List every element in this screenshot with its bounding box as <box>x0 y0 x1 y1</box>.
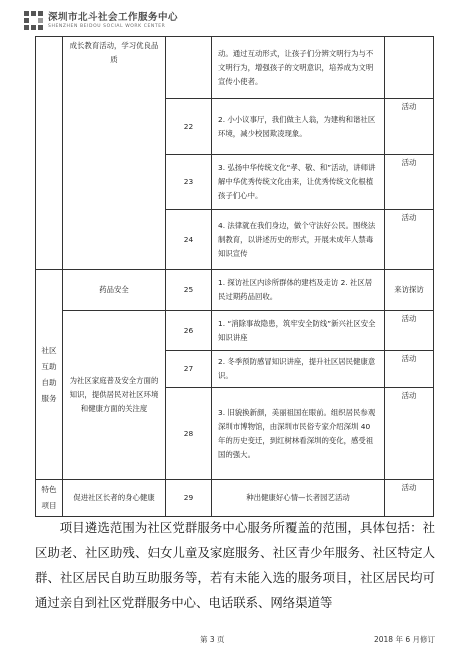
org-brand <box>48 13 178 29</box>
org-name-en: SHENZHEN BEIDOU SOCIAL WORK CENTER <box>48 23 166 29</box>
num-cell-empty <box>166 37 212 99</box>
content-cell: 1. 探访社区内诊所群体的建档及走访 2. 社区居民过期药品回收。 <box>212 270 385 311</box>
form-cell: 活动 <box>385 351 434 388</box>
content-cell: 种出健康好心情—长者园艺活动 <box>212 480 385 517</box>
goal-cell: 促进社区长者的身心健康 <box>63 480 166 517</box>
num-cell: 25 <box>166 270 212 311</box>
content-cell: 4. 法律就在我们身边，做个守法好公民。围绕法制教育，以讲述历史的形式，开展未成年人禁毒知识宣传 <box>212 210 385 270</box>
table-row <box>36 311 434 351</box>
goal-cell: 药品安全 <box>63 270 166 311</box>
service-table <box>35 36 434 517</box>
table-row <box>36 37 434 99</box>
content-cell: 2. 小小议事厅，我们做主人翁，为建构和谐社区环境，减少校园欺凌现象。 <box>212 99 385 155</box>
num-cell: 26 <box>166 311 212 351</box>
content-cell: 1. “消除事故隐患，筑牢安全防线”新兴社区安全知识讲座 <box>212 311 385 351</box>
category-cell-empty <box>36 37 63 270</box>
form-cell: 活动 <box>385 388 434 480</box>
form-cell: 活动 <box>385 311 434 351</box>
num-cell: 27 <box>166 351 212 388</box>
page-header <box>24 8 264 34</box>
category-cell: 社区 互助 自助 服务 <box>36 270 63 480</box>
form-cell: 活动 <box>385 480 434 517</box>
content-cell: 动。通过互动形式，让孩子们分辨文明行为与不文明行为，增强孩子的文明意识，培养成为文明宣传小使者。 <box>212 37 385 99</box>
form-cell: 活动 <box>385 155 434 210</box>
page-number: 第 3 页 <box>200 635 225 644</box>
num-cell: 28 <box>166 388 212 480</box>
goal-cell: 成长教育活动，学习优良品质 <box>63 37 166 270</box>
revision-date: 2018 年 6 月修订 <box>373 635 435 644</box>
org-name-cn: 深圳市北斗社会工作服务中心 <box>48 12 179 23</box>
org-logo-icon <box>24 11 44 31</box>
content-cell: 3. 弘扬中华传统文化“孝、敬、和”活动，讲师讲解中华优秀传统文化由来，让优秀传统文化根植孩子们心中。 <box>212 155 385 210</box>
num-cell: 24 <box>166 210 212 270</box>
paragraph-text: 项目遴选范围为社区党群服务中心服务所覆盖的范围，具体包括：社区助老、社区助残、妇女儿童及家庭服务、社区青少年服务、社区特定人群、社区居民自助互助服务等，若有未能入选的服务项目，社区居民均可通过亲自到社区党群服务中心、电话联系、网络渠道等 <box>35 520 435 610</box>
category-cell: 特色 项目 <box>36 480 63 517</box>
table-row <box>36 270 434 311</box>
table-row <box>36 480 434 517</box>
body-paragraph <box>35 515 435 615</box>
num-cell: 23 <box>166 155 212 210</box>
goal-cell: 为社区家庭普及安全方面的知识，提供居民对社区环境和健康方面的关注度 <box>63 311 166 480</box>
form-cell: 来访探访 <box>385 270 434 311</box>
content-cell: 2. 冬季预防感冒知识讲座，提升社区居民健康意识。 <box>212 351 385 388</box>
form-cell: 活动 <box>385 210 434 270</box>
num-cell: 29 <box>166 480 212 517</box>
form-cell: 活动 <box>385 99 434 155</box>
content-cell: 3. 旧貌换新颜，美丽祖国在眼前。组织居民参观深圳市博物馆，由深圳市民俗专家介绍深圳 40 年的历史变迁，到红树林看深圳的变化，感受祖国的强大。 <box>212 388 385 480</box>
num-cell: 22 <box>166 99 212 155</box>
form-cell-empty <box>385 37 434 99</box>
